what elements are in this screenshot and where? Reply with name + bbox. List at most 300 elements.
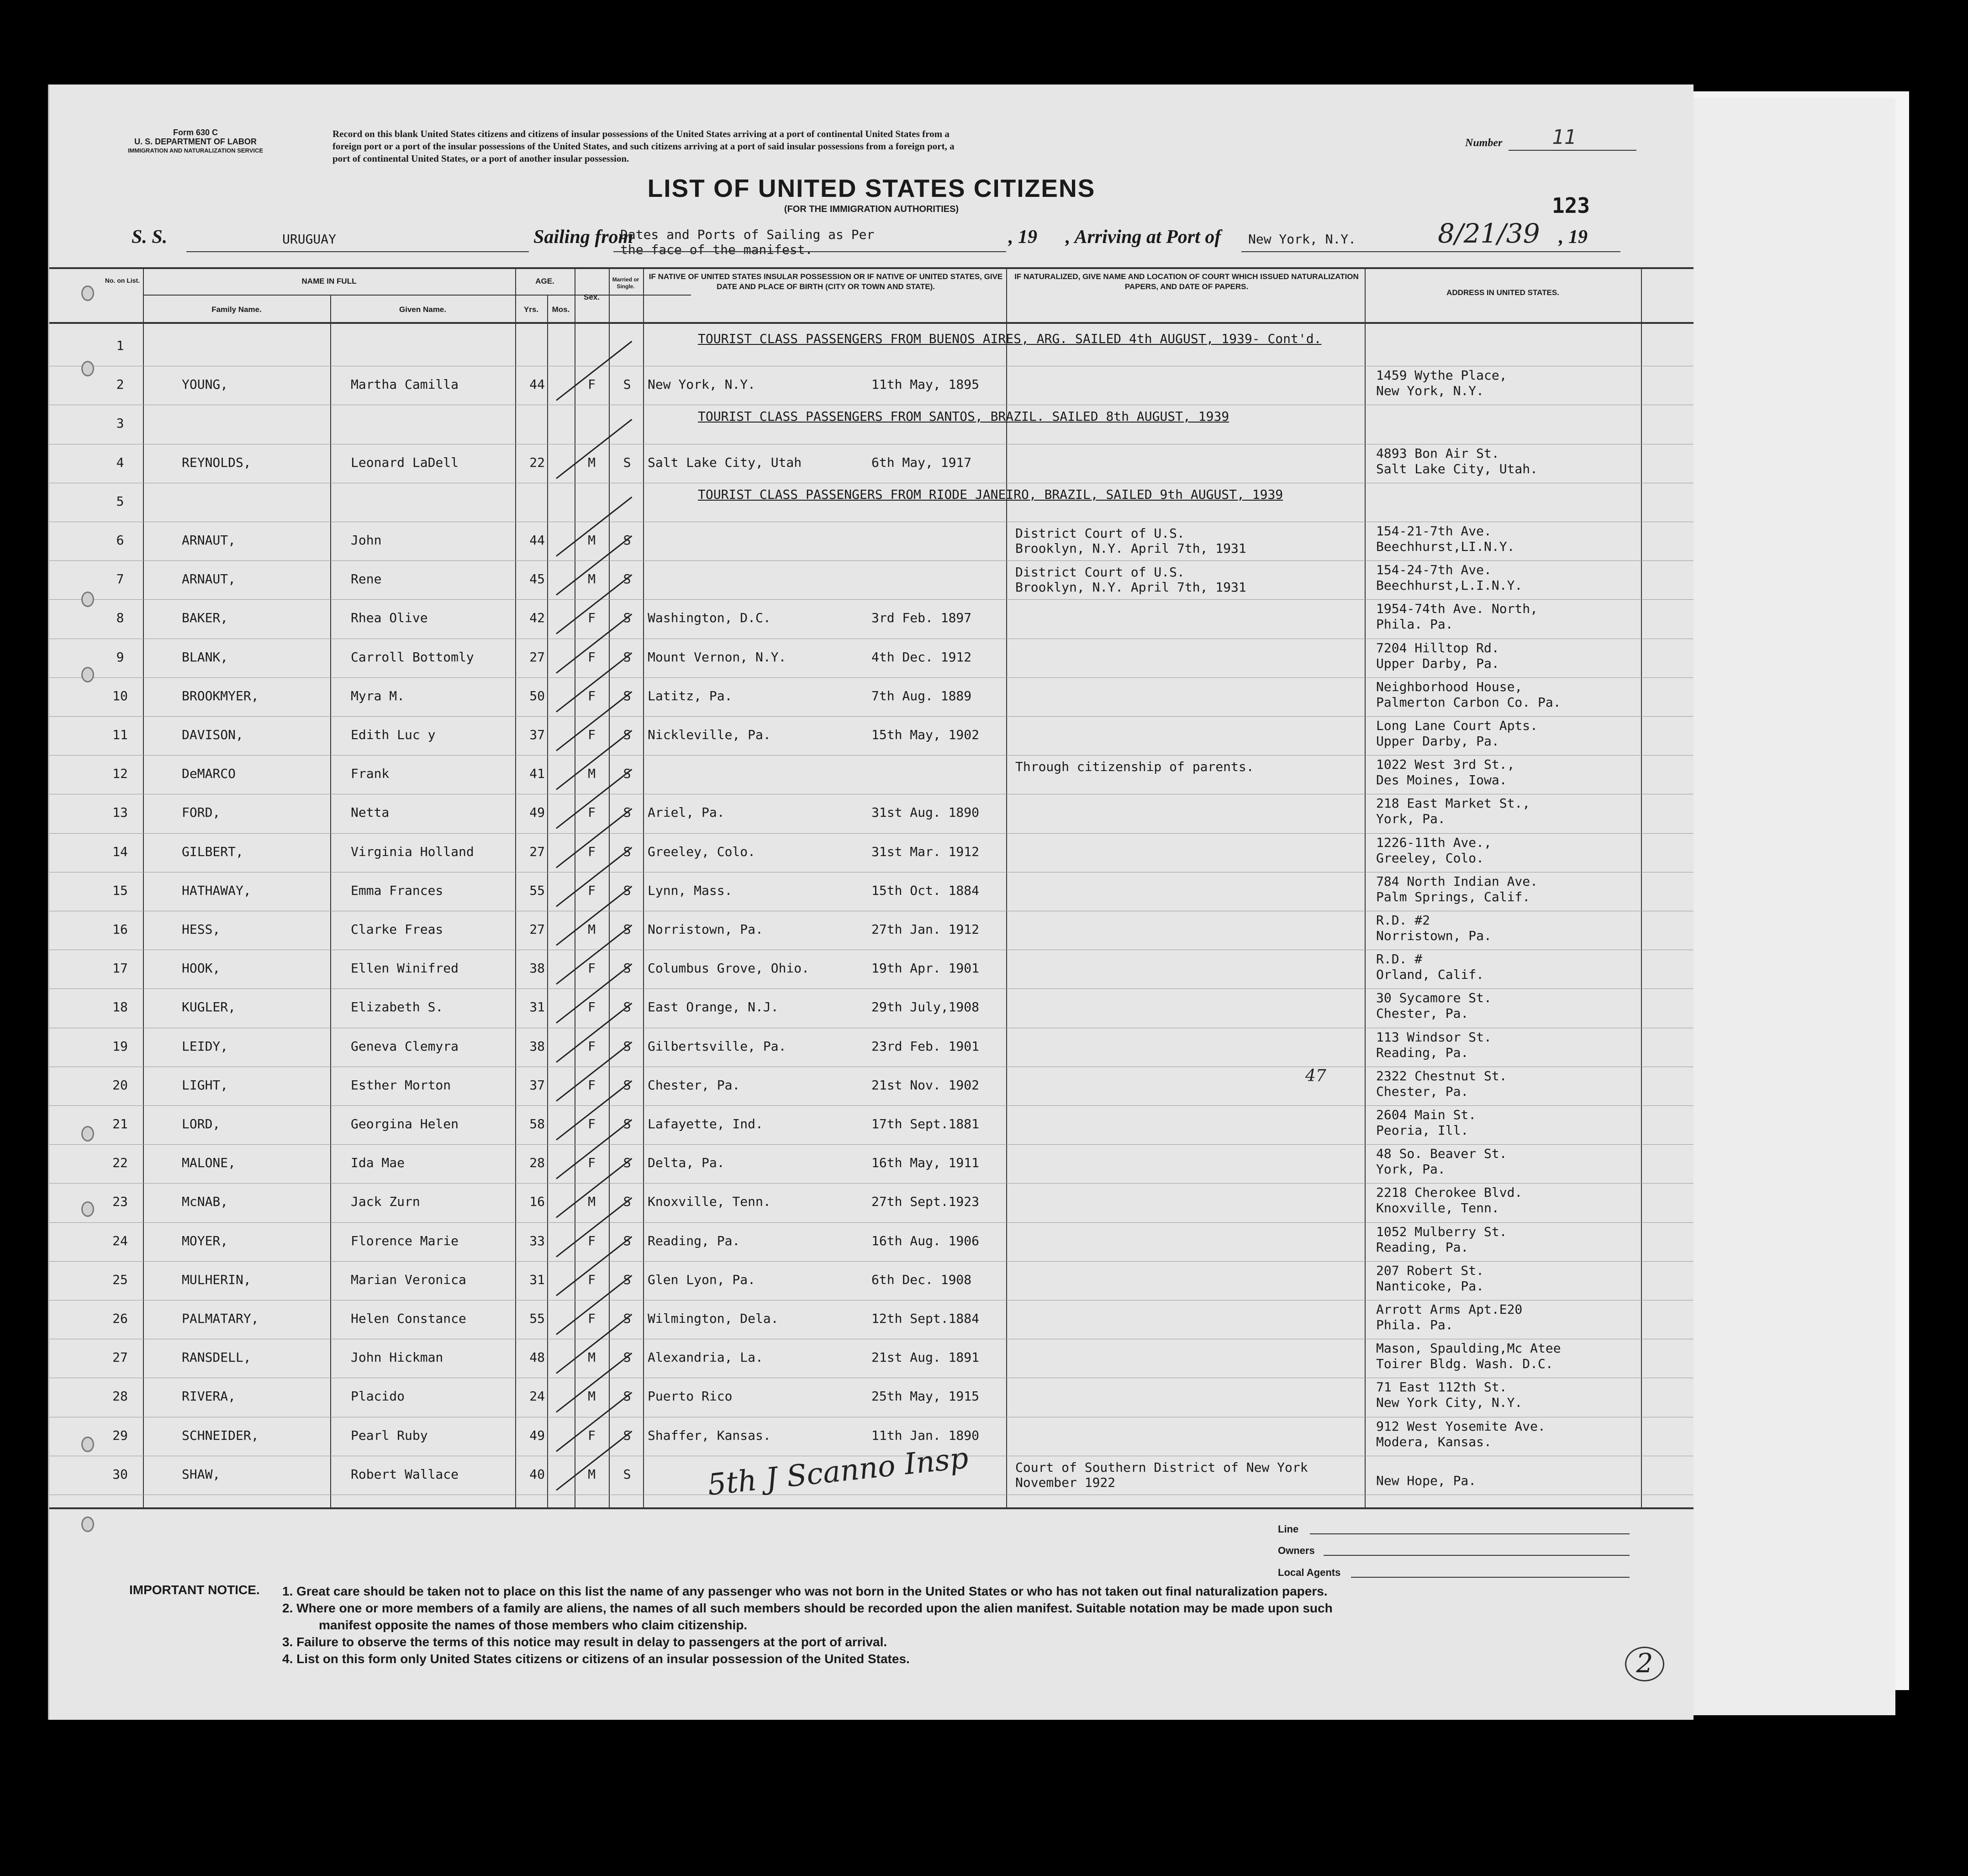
binder-hole: [81, 361, 94, 376]
birth-place: Lafayette, Ind.: [648, 1116, 763, 1131]
marital-status: S: [623, 1272, 631, 1287]
table-row: [49, 913, 1694, 949]
family-name: RANSDELL,: [182, 1350, 251, 1365]
given-name: Virginia Holland: [351, 844, 474, 859]
birth-place: Alexandria, La.: [648, 1350, 763, 1365]
notice-item: 3. Failure to observe the terms of this notice may result in delay to passengers at the port of arrival.: [282, 1635, 887, 1649]
birth-date: 21st Aug. 1891: [871, 1350, 980, 1365]
section-heading: TOURIST CLASS PASSENGERS FROM BUENOS AIRES, ARG. SAILED 4th AUGUST, 1939- Cont'd.: [698, 331, 1322, 346]
family-name: DeMARCO: [182, 766, 236, 782]
marital-status: S: [623, 1466, 631, 1482]
row-number: 3: [116, 416, 124, 431]
given-name: Marian Veronica: [351, 1272, 466, 1287]
address-line-1: 1226-11th Ave.,: [1376, 835, 1492, 850]
address-line-1: Neighborhood House,: [1376, 679, 1523, 694]
table-row: [49, 1341, 1694, 1377]
address-line-1: 154-21-7th Ave.: [1376, 523, 1492, 539]
birth-place: Nickleville, Pa.: [648, 727, 771, 742]
row-number: 2: [116, 377, 124, 392]
age-years: 28: [529, 1155, 545, 1171]
address-line-2: York, Pa.: [1376, 1162, 1446, 1177]
agents-label: Local Agents: [1278, 1567, 1341, 1578]
table-row: [49, 835, 1694, 872]
family-name: LIGHT,: [182, 1077, 228, 1093]
page-stamp: 123: [1552, 193, 1590, 218]
family-name: DAVISON,: [182, 727, 243, 742]
age-years: 27: [529, 649, 545, 665]
birth-place: Greeley, Colo.: [648, 844, 756, 859]
birth-place: Gilbertsville, Pa.: [648, 1038, 786, 1054]
department-name: U. S. DEPARTMENT OF LABOR: [134, 137, 257, 146]
row-number: 15: [112, 883, 128, 898]
birth-place: Columbus Grove, Ohio.: [648, 961, 810, 976]
address-line-1: 71 East 112th St.: [1376, 1379, 1507, 1395]
address-line-2: Upper Darby, Pa.: [1376, 734, 1499, 749]
sex: F: [588, 1038, 596, 1054]
birth-date: 16th May, 1911: [871, 1155, 980, 1171]
row-number: 17: [112, 961, 128, 976]
birth-place: Salt Lake City, Utah: [648, 454, 802, 470]
col-sex-header: Sex.: [584, 293, 600, 301]
list-number: 11: [1552, 126, 1576, 149]
line-underline: [1310, 1533, 1630, 1534]
marital-status: S: [623, 454, 631, 470]
table-row: [49, 718, 1694, 755]
birth-place: Chester, Pa.: [648, 1077, 740, 1093]
marital-status: S: [623, 1155, 631, 1171]
given-name: John: [351, 533, 382, 548]
row-number: 5: [116, 493, 124, 509]
naturalization-court: Court of Southern District of New York: [1015, 1459, 1308, 1475]
address-line-1: 207 Robert St.: [1376, 1263, 1484, 1278]
address-line-1: 912 West Yosemite Ave.: [1376, 1418, 1546, 1434]
given-name: Edith Luc y: [351, 727, 436, 742]
sex: F: [588, 844, 596, 859]
birth-date: 16th Aug. 1906: [871, 1233, 980, 1248]
margin-note: 47: [1305, 1067, 1326, 1085]
row-number: 22: [112, 1155, 128, 1171]
sex: F: [588, 1311, 596, 1326]
family-name: FORD,: [182, 805, 221, 820]
table-row: [49, 1107, 1694, 1144]
row-number: 9: [116, 649, 124, 665]
address-line-1: 113 Windsor St.: [1376, 1029, 1492, 1045]
address-line-2: Reading, Pa.: [1376, 1045, 1469, 1060]
birth-date: 27th Jan. 1912: [871, 922, 980, 937]
age-years: 33: [529, 1233, 545, 1248]
address-line-2: Knoxville, Tenn.: [1376, 1200, 1499, 1216]
row-separator: [49, 677, 1694, 678]
naturalization-date: Brooklyn, N.Y. April 7th, 1931: [1015, 541, 1246, 556]
naturalization-court: District Court of U.S.: [1015, 526, 1185, 541]
address-line-1: 30 Sycamore St.: [1376, 990, 1492, 1006]
row-number: 12: [112, 766, 128, 782]
birth-place: Norristown, Pa.: [648, 922, 763, 937]
address-line-2: Peoria, Ill.: [1376, 1123, 1469, 1138]
family-name: SHAW,: [182, 1466, 221, 1482]
address-line-2: Nanticoke, Pa.: [1376, 1278, 1484, 1294]
given-name: Emma Frances: [351, 883, 443, 898]
sailing-from-value-2: the face of the manifest.: [620, 242, 813, 257]
table-row: [49, 407, 1694, 443]
birth-date: 21st Nov. 1902: [871, 1077, 980, 1093]
family-name: HOOK,: [182, 961, 221, 976]
binder-hole: [81, 1437, 94, 1452]
sex: M: [588, 1350, 596, 1365]
sex: M: [588, 1389, 596, 1404]
address-line-1: R.D. #: [1376, 951, 1423, 967]
sex: F: [588, 1116, 596, 1131]
given-name: Clarke Freas: [351, 922, 443, 937]
sex: F: [588, 961, 596, 976]
table-row: [49, 1185, 1694, 1221]
marital-status: S: [623, 961, 631, 976]
birth-place: Latitz, Pa.: [648, 688, 733, 703]
given-name: Rene: [351, 571, 382, 587]
table-row: [49, 1224, 1694, 1261]
family-name: ARNAUT,: [182, 571, 236, 587]
marital-status: S: [623, 1038, 631, 1054]
sex: F: [588, 727, 596, 742]
row-number: 16: [112, 922, 128, 937]
birth-place: East Orange, N.J.: [648, 999, 779, 1015]
family-name: HESS,: [182, 922, 221, 937]
table-row: [49, 1419, 1694, 1455]
row-number: 14: [112, 844, 128, 859]
row-separator: [49, 755, 1694, 756]
birth-date: 12th Sept.1884: [871, 1311, 980, 1326]
address-line-2: Beechhurst,LI.N.Y.: [1376, 539, 1515, 554]
table-row: [49, 1030, 1694, 1066]
table-row: [49, 679, 1694, 716]
sex: M: [588, 533, 596, 548]
age-years: 38: [529, 961, 545, 976]
table-row: [49, 951, 1694, 988]
address-line-2: Beechhurst,L.I.N.Y.: [1376, 578, 1523, 593]
inspector-signature: 5th J Scanno Insp: [706, 1441, 970, 1502]
given-name: Ellen Winifred: [351, 961, 459, 976]
birth-date: 15th Oct. 1884: [871, 883, 980, 898]
sex: M: [588, 454, 596, 470]
birth-place: Ariel, Pa.: [648, 805, 725, 820]
address-line-2: Des Moines, Iowa.: [1376, 772, 1507, 788]
address-line-1: Mason, Spaulding,Mc Atee: [1376, 1341, 1561, 1356]
marital-status: S: [623, 688, 631, 703]
family-name: RIVERA,: [182, 1389, 236, 1404]
binder-hole: [81, 1517, 94, 1532]
notice-item: 1. Great care should be taken not to place on this list the name of any passenger who was not born in the United States or who has not taken out final naturalization papers.: [282, 1584, 1328, 1598]
sex: M: [588, 1466, 596, 1482]
age-years: 37: [529, 1077, 545, 1093]
marital-status: S: [623, 1233, 631, 1248]
row-number: 7: [116, 571, 124, 587]
sex: F: [588, 1272, 596, 1287]
page-subtitle: (FOR THE IMMIGRATION AUTHORITIES): [784, 204, 959, 214]
address-line-2: Reading, Pa.: [1376, 1239, 1469, 1255]
sex: F: [588, 1155, 596, 1171]
sex: M: [588, 766, 596, 782]
birth-place: Shaffer, Kansas.: [648, 1427, 771, 1443]
address-line-1: 48 So. Beaver St.: [1376, 1146, 1507, 1162]
family-name: MULHERIN,: [182, 1272, 251, 1287]
manifest-page: [48, 85, 1694, 1720]
address-line-1: 1954-74th Ave. North,: [1376, 601, 1538, 617]
form-number: Form 630 C: [173, 128, 218, 137]
given-name: Florence Marie: [351, 1233, 459, 1248]
sex: F: [588, 999, 596, 1015]
arriving-underline: [1241, 251, 1620, 252]
sex: F: [588, 610, 596, 626]
birth-date: 3rd Feb. 1897: [871, 610, 972, 626]
col-given-header: Given Name.: [399, 305, 446, 314]
given-name: Netta: [351, 805, 390, 820]
binder-hole: [81, 592, 94, 607]
table-row: [49, 1302, 1694, 1338]
birth-date: 27th Sept.1923: [871, 1194, 980, 1210]
address-line-1: 1022 West 3rd St.,: [1376, 757, 1515, 772]
notice-item: 2. Where one or more members of a family are aliens, the names of all such members should be recorded upon the alien manifest. Suitable notation may be made upon such: [282, 1601, 1333, 1615]
marital-status: S: [623, 844, 631, 859]
table-row: [49, 562, 1694, 599]
row-separator: [49, 833, 1694, 834]
age-years: 50: [529, 688, 545, 703]
birth-date: 31st Aug. 1890: [871, 805, 980, 820]
page-title: LIST OF UNITED STATES CITIZENS: [647, 174, 1096, 202]
col-married-header: Married or Single.: [612, 276, 639, 290]
family-name: YOUNG,: [182, 377, 228, 392]
col-name-header: NAME IN FULL: [301, 277, 357, 285]
age-years: 55: [529, 1311, 545, 1326]
birth-place: Lynn, Mass.: [648, 883, 733, 898]
birth-date: 23rd Feb. 1901: [871, 1038, 980, 1054]
marital-status: S: [623, 1077, 631, 1093]
address-line-1: 1052 Mulberry St.: [1376, 1224, 1507, 1239]
sex: F: [588, 805, 596, 820]
age-years: 31: [529, 1272, 545, 1287]
family-name: GILBERT,: [182, 844, 243, 859]
address-line-1: 2604 Main St.: [1376, 1107, 1477, 1122]
address-line-1: 4893 Bon Air St.: [1376, 445, 1499, 461]
marital-status: S: [623, 649, 631, 665]
table-row: [49, 1146, 1694, 1183]
family-name: LORD,: [182, 1116, 221, 1131]
birth-date: 11th May, 1895: [871, 377, 980, 392]
row-number: 8: [116, 610, 124, 626]
address-line-2: Orland, Calif.: [1376, 967, 1484, 983]
family-name: BROOKMYER,: [182, 688, 259, 703]
sex: M: [588, 922, 596, 937]
age-years: 44: [529, 533, 545, 548]
marital-status: S: [623, 1311, 631, 1326]
row-separator: [49, 1144, 1694, 1145]
marital-status: S: [623, 1389, 631, 1404]
agents-underline: [1351, 1577, 1630, 1578]
table-row: [49, 446, 1694, 482]
age-years: 45: [529, 571, 545, 587]
owners-label: Owners: [1278, 1545, 1315, 1556]
row-number: 30: [112, 1466, 128, 1482]
birth-date: 6th Dec. 1908: [871, 1272, 972, 1287]
marital-status: S: [623, 999, 631, 1015]
col-mos-header: Mos.: [552, 305, 570, 314]
row-separator: [49, 599, 1694, 600]
marital-status: S: [623, 1116, 631, 1131]
address-line-2: Toirer Bldg. Wash. D.C.: [1376, 1356, 1553, 1372]
col-naturalized-header: IF NATURALIZED, GIVE NAME AND LOCATION OF COURT WHICH ISSUED NATURALIZATION PAPERS, AND DATE OF PAPERS.: [1014, 272, 1359, 291]
sex: M: [588, 571, 596, 587]
binder-hole: [81, 667, 94, 682]
address-line-2: Norristown, Pa.: [1376, 928, 1492, 943]
number-underline: [1509, 150, 1636, 151]
age-years: 44: [529, 377, 545, 392]
address-line-2: Palm Springs, Calif.: [1376, 889, 1530, 904]
birth-date: 11th Jan. 1890: [871, 1427, 980, 1443]
arriving-label: , Arriving at Port of: [1066, 227, 1221, 248]
col-address-header: ADDRESS IN UNITED STATES.: [1446, 288, 1559, 297]
sailing-from-label: Sailing from: [533, 227, 633, 248]
address-line-2: New York, N.Y.: [1376, 383, 1484, 399]
row-number: 18: [112, 999, 128, 1015]
corner-mark: 2: [1625, 1647, 1664, 1681]
row-separator: [49, 1105, 1694, 1106]
birth-place: Glen Lyon, Pa.: [648, 1272, 756, 1287]
address-line-2: Phila. Pa.: [1376, 617, 1453, 632]
marital-status: S: [623, 1427, 631, 1443]
given-name: Leonard LaDell: [351, 454, 459, 470]
table-row: [49, 640, 1694, 677]
row-number: 4: [116, 454, 124, 470]
address-line-2: Upper Darby, Pa.: [1376, 655, 1499, 671]
marital-status: S: [623, 922, 631, 937]
birth-place: Wilmington, Dela.: [648, 1311, 779, 1326]
birth-date: 15th May, 1902: [871, 727, 980, 742]
age-years: 58: [529, 1116, 545, 1131]
section-heading: TOURIST CLASS PASSENGERS FROM RIODE JANEIRO, BRAZIL, SAILED 9th AUGUST, 1939: [698, 486, 1283, 502]
ship-name: URUGUAY: [282, 232, 337, 247]
number-label: Number: [1465, 137, 1503, 149]
row-number: 20: [112, 1077, 128, 1093]
row-number: 25: [112, 1272, 128, 1287]
family-name: HATHAWAY,: [182, 883, 251, 898]
given-name: Myra M.: [351, 688, 405, 703]
address-line-2: York, Pa.: [1376, 811, 1446, 827]
birth-date: 25th May, 1915: [871, 1389, 980, 1404]
address-line-2: New Hope, Pa.: [1376, 1473, 1477, 1488]
family-name: LEIDY,: [182, 1038, 228, 1054]
given-name: Pearl Ruby: [351, 1427, 428, 1443]
naturalization-court: Through citizenship of parents.: [1015, 759, 1254, 775]
address-line-1: R.D. #2: [1376, 913, 1430, 928]
description-line: foreign port or a port of the insular possessions of the United States, and such citizens arriving at a port of said insular possessions from a foreign port, a: [332, 141, 955, 152]
table-row: [49, 485, 1694, 521]
naturalization-date: Brooklyn, N.Y. April 7th, 1931: [1015, 580, 1246, 595]
address-line-1: 2218 Cherokee Blvd.: [1376, 1185, 1523, 1200]
ship-underline: [186, 251, 529, 252]
address-line-2: Modera, Kansas.: [1376, 1434, 1492, 1449]
birth-place: New York, N.Y.: [648, 377, 756, 392]
marital-status: S: [623, 883, 631, 898]
sex: F: [588, 1077, 596, 1093]
col-age-header: AGE.: [535, 277, 554, 285]
birth-place: Reading, Pa.: [648, 1233, 740, 1248]
year-label-2: , 19: [1559, 227, 1588, 248]
table-row: [49, 874, 1694, 910]
given-name: Helen Constance: [351, 1311, 466, 1326]
address-line-2: Palmerton Carbon Co. Pa.: [1376, 694, 1561, 710]
given-name: Georgina Helen: [351, 1116, 459, 1131]
notice-list: [282, 1583, 1680, 1667]
line-label: Line: [1278, 1523, 1299, 1535]
given-name: Ida Mae: [351, 1155, 405, 1171]
table-row: [49, 601, 1694, 638]
sex: F: [588, 649, 596, 665]
address-line-1: 1459 Wythe Place,: [1376, 368, 1507, 383]
row-number: 21: [112, 1116, 128, 1131]
given-name: Jack Zurn: [351, 1194, 420, 1210]
sailing-from-value: Dates and Ports of Sailing as Per: [620, 227, 875, 242]
marital-status: S: [623, 571, 631, 587]
row-separator: [49, 560, 1694, 561]
service-name: IMMIGRATION AND NATURALIZATION SERVICE: [127, 147, 264, 154]
age-years: 55: [529, 883, 545, 898]
address-line-1: Long Lane Court Apts.: [1376, 718, 1538, 733]
sailing-underline: [613, 251, 1006, 252]
given-name: Esther Morton: [351, 1077, 451, 1093]
binder-hole: [81, 1126, 94, 1141]
notice-item: manifest opposite the names of those members who claim citizenship.: [319, 1618, 748, 1632]
notice-title: IMPORTANT NOTICE.: [129, 1583, 260, 1597]
table-row: [49, 796, 1694, 832]
address-line-2: Chester, Pa.: [1376, 1083, 1469, 1099]
col-yrs-header: Yrs.: [523, 305, 539, 314]
section-heading: TOURIST CLASS PASSENGERS FROM SANTOS, BRAZIL. SAILED 8th AUGUST, 1939: [698, 409, 1229, 424]
row-separator: [49, 988, 1694, 989]
family-name: MALONE,: [182, 1155, 236, 1171]
row-separator: [49, 716, 1694, 717]
table-top-border: [49, 267, 1694, 269]
given-name: Placido: [351, 1389, 405, 1404]
sex: F: [588, 1233, 596, 1248]
address-line-2: New York City, N.Y.: [1376, 1395, 1523, 1411]
binder-hole: [81, 285, 94, 301]
birth-place: Knoxville, Tenn.: [648, 1194, 771, 1210]
family-name: REYNOLDS,: [182, 454, 251, 470]
birth-place: Mount Vernon, N.Y.: [648, 649, 786, 665]
age-years: 49: [529, 805, 545, 820]
birth-date: 17th Sept.1881: [871, 1116, 980, 1131]
age-years: 22: [529, 454, 545, 470]
family-name: PALMATARY,: [182, 1311, 259, 1326]
naturalization-court: District Court of U.S.: [1015, 565, 1185, 580]
given-name: Robert Wallace: [351, 1466, 459, 1482]
given-name: Martha Camilla: [351, 377, 459, 392]
family-name: McNAB,: [182, 1194, 228, 1210]
naturalization-date: November 1922: [1015, 1474, 1116, 1490]
table-row: [49, 1263, 1694, 1300]
form-description: [332, 128, 1502, 165]
description-line: Record on this blank United States citizens and citizens of insular possessions of the United States arriving at a port of continental United States from a: [332, 128, 950, 139]
table-row: [49, 1379, 1694, 1416]
given-name: John Hickman: [351, 1350, 443, 1365]
marital-status: S: [623, 1350, 631, 1365]
form-id-block: [100, 128, 291, 155]
row-number: 26: [112, 1311, 128, 1326]
row-number: 10: [112, 688, 128, 703]
age-years: 38: [529, 1038, 545, 1054]
age-years: 41: [529, 766, 545, 782]
arrival-date: 8/21/39: [1438, 218, 1540, 249]
age-years: 37: [529, 727, 545, 742]
